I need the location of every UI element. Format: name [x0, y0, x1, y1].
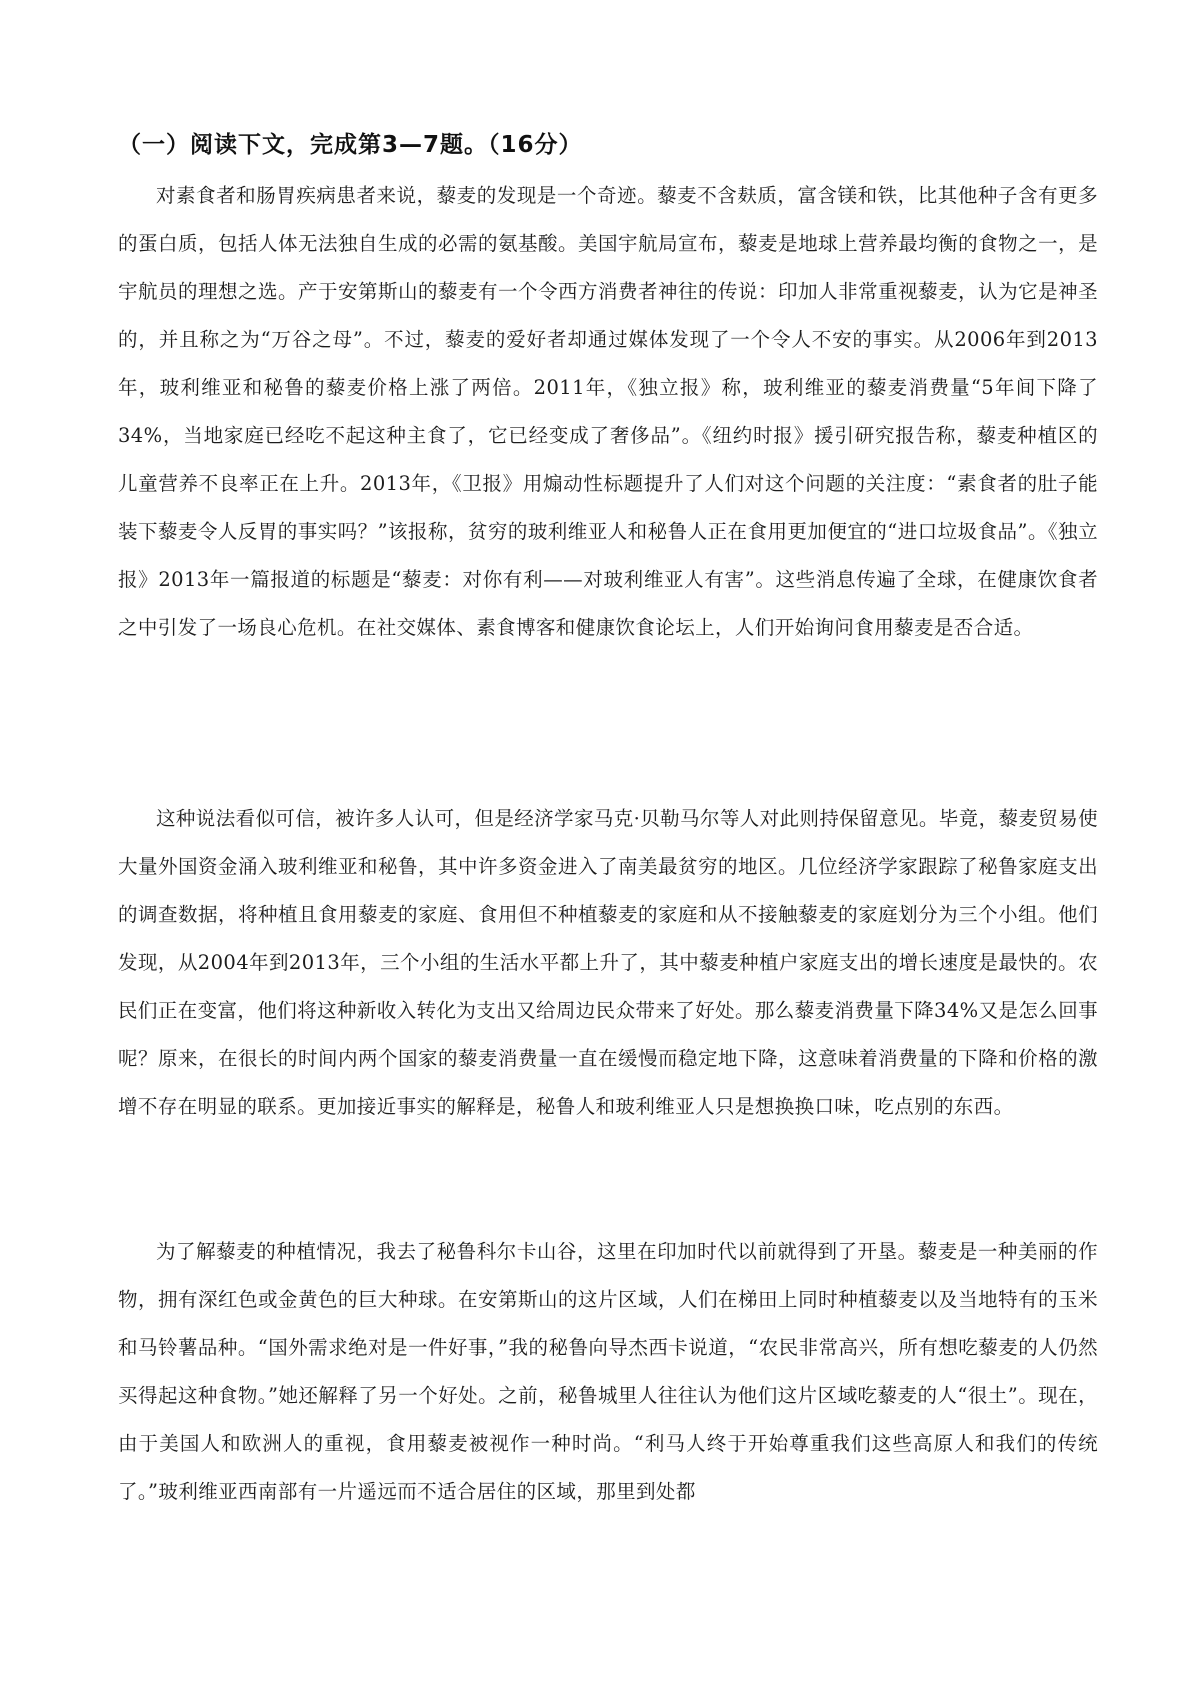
paragraph-2: 这种说法看似可信，被许多人认可，但是经济学家马克·贝勒马尔等人对此则持保留意见。毕竟，藜麦贸易使大量外国资金涌入玻利维亚和秘鲁，其中许多资金进入了南美最贫穷的地区。几位经济学家跟踪了秘鲁家庭支出的调查数据，将种植且食用藜麦的家庭、食用但不种植藜麦的家庭和从不接触藜麦的家庭划分为三个小组。他们发现，从2004年到2013年，三个小组的生活水平都上升了，其中藜麦种植户家庭支出的增长速度是最快的。农民们正在变富，他们将这种新收入转化为支出又给周边民众带来了好处。那么藜麦消费量下降34%又是怎么回事呢？原来，在很长的时间内两个国家的藜麦消费量一直在缓慢而稳定地下降，这意味着消费量的下降和价格的激增不存在明显的联系。更加接近事实的解释是，秘鲁人和玻利维亚人只是想换换口味，吃点别的东西。	[118, 807, 1098, 1118]
section-heading: （一）阅读下文，完成第3—7题。（16分）	[118, 132, 583, 158]
paragraph-3: 为了解藜麦的种植情况，我去了秘鲁科尔卡山谷，这里在印加时代以前就得到了开垦。藜麦是一种美丽的作物，拥有深红色或金黄色的巨大种球。在安第斯山的这片区域，人们在梯田上同时种植藜麦以及当地特有的玉米和马铃薯品种。“国外需求绝对是一件好事，”我的秘鲁向导杰西卡说道，“农民非常高兴，所有想吃藜麦的人仍然买得起这种食物。”她还解释了另一个好处。之前，秘鲁城里人往往认为他们这片区域吃藜麦的人“很土”。现在，由于美国人和欧洲人的重视，食用藜麦被视作一种时尚。“利马人终于开始尊重我们这些高原人和我们的传统了。”玻利维亚西南部有一片遥远而不适合居住的区域，那里到处都	[118, 1240, 1098, 1503]
paragraph-1: 对素食者和肠胃疾病患者来说，藜麦的发现是一个奇迹。藜麦不含麸质，富含镁和铁，比其他种子含有更多的蛋白质，包括人体无法独自生成的必需的氨基酸。美国宇航局宣布，藜麦是地球上营养最均衡的食物之一，是宇航员的理想之选。产于安第斯山的藜麦有一个令西方消费者神往的传说：印加人非常重视藜麦，认为它是神圣的，并且称之为“万谷之母”。不过，藜麦的爱好者却通过媒体发现了一个令人不安的事实。从2006年到2013年，玻利维亚和秘鲁的藜麦价格上涨了两倍。2011年，《独立报》称，玻利维亚的藜麦消费量“5年间下降了34%，当地家庭已经吃不起这种主食了，它已经变成了奢侈品”。《纽约时报》援引研究报告称，藜麦种植区的儿童营养不良率正在上升。2013年，《卫报》用煽动性标题提升了人们对这个问题的关注度：“素食者的肚子能装下藜麦令人反胃的事实吗？”该报称，贫穷的玻利维亚人和秘鲁人正在食用更加便宜的“进口垃圾食品”。《独立报》2013年一篇报道的标题是“藜麦：对你有利——对玻利维亚人有害”。这些消息传遍了全球，在健康饮食者之中引发了一场良心危机。在社交媒体、素食博客和健康饮食论坛上，人们开始询问食用藜麦是否合适。	[118, 184, 1098, 639]
